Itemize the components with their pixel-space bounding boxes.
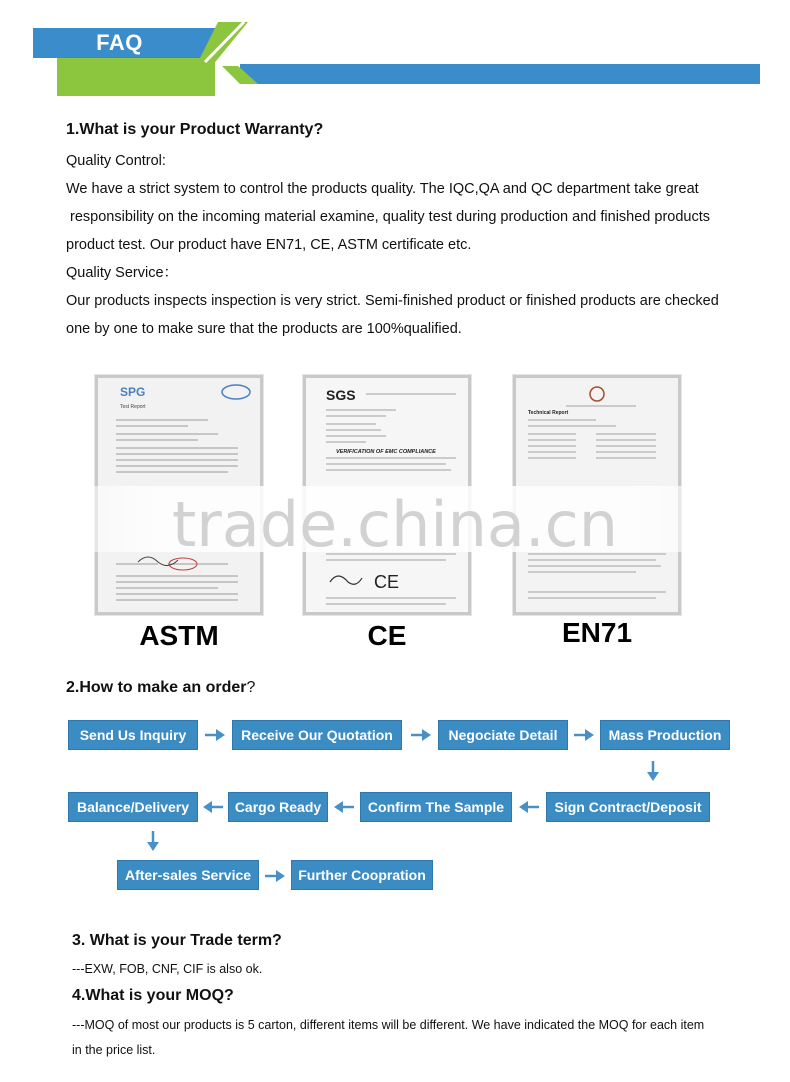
order-heading [66, 679, 255, 697]
watermark-text: trade.china.cn [172, 488, 618, 561]
step-balance-delivery: Balance/Delivery [68, 792, 198, 822]
step-confirm-the-sample: Confirm The Sample [360, 792, 512, 822]
warranty-line: Quality Service： [66, 265, 179, 281]
step-further-coopration: Further Coopration [291, 860, 433, 890]
warranty-line: product test. Our product have EN71, CE, ASTM certificate etc. [66, 237, 472, 253]
warranty-line: Quality Control: [66, 153, 166, 169]
warranty-line: responsibility on the incoming material examine, quality test during production and finished products [66, 209, 710, 225]
warranty-line: one by one to make sure that the products are 100%qualified. [66, 321, 462, 337]
moq-answer-line: in the price list. [72, 1043, 156, 1057]
en71-doc-title: Technical Report [528, 410, 569, 416]
trade-term-heading: 3. What is your Trade term? [72, 932, 282, 949]
left-arrow-icon [333, 798, 355, 816]
left-arrow-icon [518, 798, 540, 816]
ce-doc-title: VERIFICATION OF EMC COMPLIANCE [336, 449, 436, 455]
step-receive-our-quotation: Receive Our Quotation [232, 720, 402, 750]
warranty-line: We have a strict system to control the products quality. The IQC,QA and QC department take great [66, 181, 699, 197]
ce-mark: CE [374, 572, 400, 592]
sgs-logo: SGS [326, 387, 356, 403]
order-heading-mark: ? [246, 679, 256, 696]
order-heading-text: 2.How to make an order [66, 679, 247, 696]
right-arrow-icon [410, 726, 432, 744]
trade-term-answer: ---EXW, FOB, CNF, CIF is also ok. [72, 962, 263, 976]
down-arrow-icon [144, 830, 162, 852]
down-arrow-icon [644, 760, 662, 782]
warranty-heading: 1.What is your Product Warranty? [66, 121, 324, 138]
astm-doc-title: Test Report [120, 404, 146, 410]
ce-label: CE [367, 620, 407, 651]
step-mass-production: Mass Production [600, 720, 730, 750]
step-after-sales-service: After-sales Service [117, 860, 259, 890]
right-arrow-icon [573, 726, 595, 744]
faq-title: FAQ [96, 30, 143, 55]
left-arrow-icon [202, 798, 224, 816]
right-arrow-icon [264, 867, 286, 885]
step-sign-contract-deposit: Sign Contract/Deposit [546, 792, 710, 822]
astm-label: ASTM [139, 620, 219, 651]
trade-china-watermark [0, 478, 790, 578]
warranty-text [66, 147, 719, 343]
en71-label: EN71 [561, 617, 633, 648]
warranty-line: Our products inspects inspection is very strict. Semi-finished product or finished products are checked [66, 293, 719, 309]
moq-answer-line: ---MOQ of most our products is 5 carton, different items will be different. We have indicated the MOQ for each item [72, 1018, 705, 1032]
spg-logo: SPG [120, 385, 146, 399]
moq-heading: 4.What is your MOQ? [72, 987, 234, 1004]
step-cargo-ready: Cargo Ready [228, 792, 328, 822]
step-negociate-detail: Negociate Detail [438, 720, 568, 750]
step-send-us-inquiry: Send Us Inquiry [68, 720, 198, 750]
right-arrow-icon [204, 726, 226, 744]
